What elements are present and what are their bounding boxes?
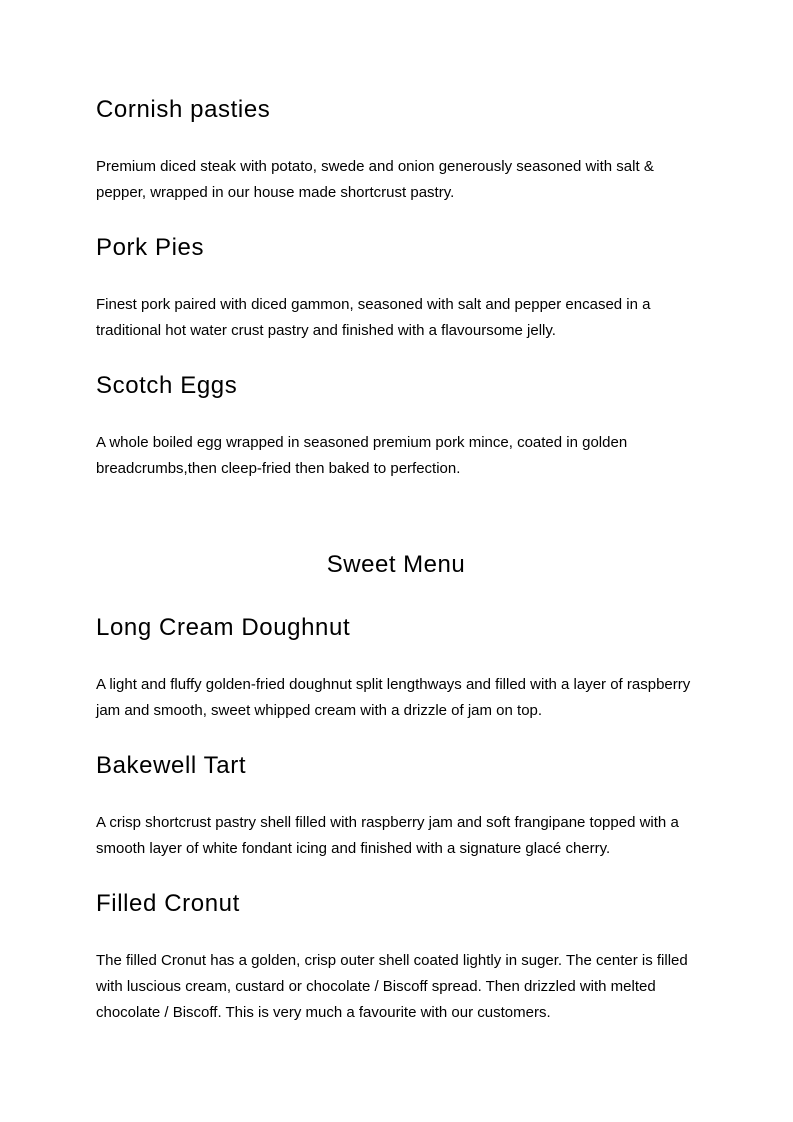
item-description-scotch-eggs: A whole boiled egg wrapped in seasoned premium pork mince, coated in golden breadcrumbs,then cleep-fried then baked to perfection. <box>96 434 628 477</box>
item-description-bakewell-tart: A crisp shortcrust pastry shell filled with raspberry jam and soft frangipane topped with a smooth layer of white fondant icing and finished with a signature glacé cherry. <box>96 814 679 857</box>
item-description-cornish-pasties: Premium diced steak with potato, swede and onion generously seasoned with salt & pepper, wrapped in our house made shortcrust pastry. <box>96 158 654 201</box>
item-description-pork-pies: Finest pork paired with diced gammon, seasoned with salt and pepper encased in a traditional hot water crust pastry and finished with a flavoursome jelly. <box>96 296 651 339</box>
item-title-cornish-pasties: Cornish pasties <box>96 96 271 123</box>
item-title-pork-pies: Pork Pies <box>96 234 205 261</box>
item-title-bakewell-tart: Bakewell Tart <box>96 752 247 779</box>
item-title-filled-cronut: Filled Cronut <box>96 890 240 917</box>
item-description-long-cream-doughnut: A light and fluffy golden-fried doughnut split lengthways and filled with a layer of raspberry jam and smooth, sweet whipped cream with a drizzle of jam on top. <box>96 676 691 719</box>
item-title-long-cream-doughnut: Long Cream Doughnut <box>96 614 351 641</box>
item-title-scotch-eggs: Scotch Eggs <box>96 372 238 399</box>
sweet-menu-heading: Sweet Menu <box>326 551 466 578</box>
item-description-filled-cronut: The filled Cronut has a golden, crisp outer shell coated lightly in suger. The center is filled with luscious cream, custard or chocolate / Biscoff spread. Then drizzled with melted chocolate / Biscoff. This is very much a favourite with our customers. <box>96 952 688 1021</box>
